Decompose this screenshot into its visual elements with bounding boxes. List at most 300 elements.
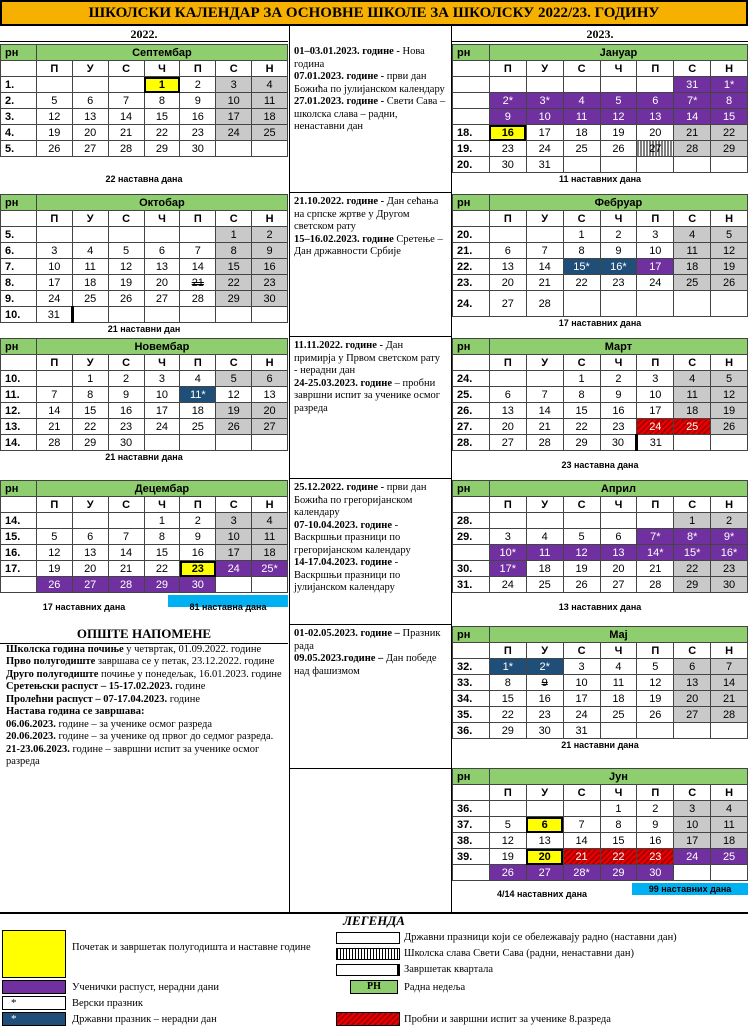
day-cell: П (637, 211, 674, 227)
day-cell: 8 (563, 243, 600, 259)
month-january (452, 44, 748, 185)
week-number: 21. (453, 243, 490, 259)
day-cell: С (108, 355, 144, 371)
day-cell: 21 (526, 419, 563, 435)
day-cell (711, 865, 748, 881)
day-cell: 15 (600, 833, 637, 849)
day-cell (526, 227, 563, 243)
day-cell: 25 (674, 419, 711, 435)
day-cell (453, 785, 490, 801)
week-number: рн (1, 339, 37, 355)
legend-exam: Пробни и завршни испит за ученике 8.разреда (404, 1014, 611, 1025)
day-cell (526, 513, 563, 529)
day-cell: 29 (216, 291, 252, 307)
month-summary: 17 наставних дана (558, 318, 642, 328)
day-cell: 14 (526, 403, 563, 419)
week-number: 33. (453, 675, 490, 691)
general-note-item: Пролећни распуст – 07-17.04.2023. године (6, 693, 201, 705)
day-cell: 23 (180, 561, 216, 577)
day-cell (36, 371, 72, 387)
day-cell: 8 (489, 675, 526, 691)
day-cell: 31 (637, 435, 674, 451)
month-april (452, 480, 748, 613)
legend-rn: Радна недеља (404, 982, 466, 993)
day-cell (563, 157, 600, 173)
week-number: рн (453, 195, 490, 211)
legend-break-swatch (2, 980, 66, 994)
day-cell: 20 (674, 691, 711, 707)
week-number: 8. (1, 275, 37, 291)
day-cell: 24 (144, 419, 180, 435)
day-cell: 31 (674, 77, 711, 93)
day-cell: 11 (600, 675, 637, 691)
day-cell: П (180, 61, 216, 77)
day-cell (674, 723, 711, 739)
day-cell: 2* (489, 93, 526, 109)
week-number: 4. (1, 125, 37, 141)
day-cell (216, 307, 252, 323)
day-cell: 6 (489, 387, 526, 403)
day-cell: 1 (600, 801, 637, 817)
day-cell (1, 61, 37, 77)
month-name: Јун (489, 769, 747, 785)
day-cell: 20 (600, 561, 637, 577)
day-cell: 6 (674, 659, 711, 675)
day-cell: 11 (526, 545, 563, 561)
day-cell: 21 (36, 419, 72, 435)
week-number: 5. (1, 227, 37, 243)
day-cell: 25 (72, 291, 108, 307)
day-cell: П (637, 785, 674, 801)
semester-total: 81 наставна дана (168, 595, 288, 607)
week-number: 10. (1, 371, 37, 387)
day-cell: 20 (489, 419, 526, 435)
day-cell: 8 (144, 93, 180, 109)
day-cell (216, 435, 252, 451)
day-cell: С (216, 211, 252, 227)
day-cell: 29 (144, 577, 180, 593)
day-cell: Ч (600, 211, 637, 227)
day-cell: 3 (674, 801, 711, 817)
week-number: 6. (1, 243, 37, 259)
day-cell: 4 (252, 77, 288, 93)
day-cell (526, 801, 563, 817)
day-cell (108, 513, 144, 529)
day-cell: 15 (144, 109, 180, 125)
month-name: Децембар (36, 481, 287, 497)
month-name: Октобар (36, 195, 287, 211)
day-cell: 1 (216, 227, 252, 243)
day-cell: 28 (674, 141, 711, 157)
day-cell (1, 211, 37, 227)
day-cell (72, 77, 108, 93)
week-number: 17. (1, 561, 37, 577)
day-cell: 18 (252, 545, 288, 561)
note-item: 01–03.01.2023. године - Нова година (294, 46, 425, 70)
day-cell: 10 (36, 259, 72, 275)
day-cell: 14 (36, 403, 72, 419)
day-cell: 3 (216, 77, 252, 93)
day-cell: 12 (637, 675, 674, 691)
day-cell: 31 (36, 307, 72, 323)
day-cell: 22 (489, 707, 526, 723)
day-cell: 15 (711, 109, 748, 125)
note-item: 14-17.04.2023. године - Васкршњи празници по јулијанском календару (294, 557, 401, 593)
day-cell: Н (252, 355, 288, 371)
note-january (290, 44, 450, 136)
general-notes-heading: ОПШТЕ НАПОМЕНЕ (0, 626, 288, 644)
day-cell: 4 (674, 371, 711, 387)
week-number: 9. (1, 291, 37, 307)
day-cell: С (563, 355, 600, 371)
day-cell: 26 (108, 291, 144, 307)
day-cell: 14 (180, 259, 216, 275)
note-december (290, 480, 450, 597)
day-cell: У (72, 61, 108, 77)
day-cell: П (637, 497, 674, 513)
day-cell: 30 (711, 577, 748, 593)
week-number: 14. (1, 435, 37, 451)
day-cell: 12 (489, 833, 526, 849)
day-cell (453, 211, 490, 227)
day-cell: Н (711, 211, 748, 227)
day-cell: 14 (711, 675, 748, 691)
month-october (0, 194, 288, 335)
general-notes (0, 626, 288, 769)
day-cell: 12 (108, 259, 144, 275)
day-cell: 26 (36, 141, 72, 157)
day-cell: 22 (711, 125, 748, 141)
day-cell: 26 (637, 707, 674, 723)
day-cell: Ч (144, 355, 180, 371)
day-cell: 20 (637, 125, 674, 141)
day-cell (108, 227, 144, 243)
day-cell: 18 (180, 403, 216, 419)
day-cell: 5 (637, 659, 674, 675)
day-cell: Н (252, 211, 288, 227)
day-cell: 16 (252, 259, 288, 275)
day-cell: 7 (108, 93, 144, 109)
week-number: 3. (1, 109, 37, 125)
day-cell: 9 (489, 109, 526, 125)
week-number: рн (1, 195, 37, 211)
week-number (453, 77, 490, 93)
day-cell: 25 (252, 125, 288, 141)
day-cell: 16 (489, 125, 526, 141)
day-cell: 2 (180, 77, 216, 93)
day-cell: 25* (252, 561, 288, 577)
day-cell (252, 307, 288, 323)
day-cell: 8 (563, 387, 600, 403)
day-cell: 11 (674, 387, 711, 403)
week-number (453, 865, 490, 881)
day-cell: 26 (600, 141, 637, 157)
day-cell: 9 (600, 243, 637, 259)
day-cell: 7 (36, 387, 72, 403)
day-cell: 18 (563, 125, 600, 141)
day-cell (711, 291, 748, 317)
day-cell (72, 227, 108, 243)
day-cell (1, 355, 37, 371)
general-note-item: Сретењски распуст – 15-17.02.2023. године (6, 681, 206, 692)
day-cell: 19 (36, 125, 72, 141)
day-cell: 13 (72, 545, 108, 561)
day-cell: 11 (252, 529, 288, 545)
week-number: 18. (453, 125, 490, 141)
week-number: рн (453, 45, 490, 61)
day-cell (36, 77, 72, 93)
month-summary: 21 наставни дана (105, 452, 183, 462)
general-note-item: Прво полугодиште завршава се у петак, 23.12.2022. године (6, 656, 275, 667)
day-cell: 8 (600, 817, 637, 833)
day-cell: 27 (674, 707, 711, 723)
day-cell: 23 (600, 419, 637, 435)
day-cell: 16 (180, 545, 216, 561)
day-cell (216, 577, 252, 593)
day-cell: У (72, 497, 108, 513)
day-cell: 2* (526, 659, 563, 675)
day-cell: 16* (711, 545, 748, 561)
day-cell: 29 (72, 435, 108, 451)
day-cell: 24 (216, 125, 252, 141)
day-cell: 6 (600, 529, 637, 545)
day-cell: 15* (674, 545, 711, 561)
day-cell: 22 (144, 561, 180, 577)
day-cell (180, 307, 216, 323)
day-cell: 19 (711, 403, 748, 419)
day-cell (711, 435, 748, 451)
day-cell: 26 (36, 577, 72, 593)
day-cell (637, 157, 674, 173)
day-cell: 26 (216, 419, 252, 435)
legend-state: Државни празник – нерадни дан (72, 1014, 217, 1025)
day-cell: 27 (72, 141, 108, 157)
day-cell: 28* (563, 865, 600, 881)
day-cell: 17 (637, 259, 674, 275)
day-cell (489, 227, 526, 243)
day-cell: 13 (674, 675, 711, 691)
day-cell: 5 (563, 529, 600, 545)
day-cell: 30 (252, 291, 288, 307)
legend-rn-swatch: РН (350, 980, 398, 994)
day-cell: Ч (144, 211, 180, 227)
day-cell: С (563, 785, 600, 801)
month-february (452, 194, 748, 329)
day-cell (600, 723, 637, 739)
year-2023: 2023. (452, 26, 748, 42)
day-cell: 5 (216, 371, 252, 387)
day-cell: У (526, 211, 563, 227)
day-cell: 18 (674, 403, 711, 419)
day-cell: 25 (600, 707, 637, 723)
day-cell: 11 (252, 93, 288, 109)
day-cell: 13 (72, 109, 108, 125)
week-number: 11. (1, 387, 37, 403)
day-cell (637, 291, 674, 317)
day-cell: 19 (711, 259, 748, 275)
month-november (0, 338, 288, 463)
week-number: 20. (453, 157, 490, 173)
day-cell: 24 (489, 577, 526, 593)
day-cell: 27 (489, 291, 526, 317)
day-cell: 20 (72, 125, 108, 141)
page-title: ШКОЛСКИ КАЛЕНДАР ЗА ОСНОВНЕ ШКОЛЕ ЗА ШКОЛСКУ 2022/23. ГОДИНУ (0, 0, 748, 26)
day-cell: 2 (180, 513, 216, 529)
week-number: 28. (453, 513, 490, 529)
day-cell: 8* (674, 529, 711, 545)
day-cell: С (216, 355, 252, 371)
day-cell: 15 (216, 259, 252, 275)
day-cell (36, 513, 72, 529)
day-cell: 6 (637, 93, 674, 109)
legend-sava-swatch (336, 948, 400, 960)
day-cell: П (36, 211, 72, 227)
day-cell: У (72, 211, 108, 227)
note-item: 21.10.2022. године - Дан сећања на српске жртве у Другом светском рату (294, 196, 439, 232)
day-cell: 14 (108, 545, 144, 561)
day-cell: 14 (108, 109, 144, 125)
day-cell: 26 (711, 419, 748, 435)
day-cell: Ч (600, 497, 637, 513)
week-number: рн (453, 481, 490, 497)
day-cell: 13 (489, 403, 526, 419)
week-number (453, 545, 490, 561)
note-item: 09.05.2023.године – Дан победе над фашизмом (294, 653, 437, 677)
week-number: 31. (453, 577, 490, 593)
day-cell (453, 61, 490, 77)
month-summary: 13 наставних дана (558, 602, 642, 612)
day-cell: С (674, 61, 711, 77)
day-cell (453, 643, 490, 659)
day-cell: 24 (216, 561, 252, 577)
day-cell: 28 (637, 577, 674, 593)
week-number: 16. (1, 545, 37, 561)
day-cell: 13 (252, 387, 288, 403)
day-cell: Ч (600, 643, 637, 659)
day-cell: 12 (36, 545, 72, 561)
note-item: 11.11.2022. године - Дан примирја у Првом светском рату - нерадни дан (294, 340, 440, 376)
day-cell: 13 (144, 259, 180, 275)
day-cell: 21 (711, 691, 748, 707)
day-cell: 10* (489, 545, 526, 561)
day-cell: 25 (674, 275, 711, 291)
day-cell: 21 (526, 275, 563, 291)
week-number: 7. (1, 259, 37, 275)
month-june (452, 768, 748, 907)
day-cell: 2 (637, 801, 674, 817)
week-number: 38. (453, 833, 490, 849)
day-cell: 7* (637, 529, 674, 545)
week-number: 34. (453, 691, 490, 707)
day-cell: 1 (563, 371, 600, 387)
day-cell (108, 307, 144, 323)
day-cell (144, 227, 180, 243)
year-2022: 2022. (0, 26, 288, 42)
day-cell (144, 307, 180, 323)
day-cell: Н (252, 61, 288, 77)
note-item: 07-10.04.2023. године - Васкршњи празници по грегоријанском календару (294, 519, 411, 556)
day-cell: 21 (180, 275, 216, 291)
day-cell: 16 (600, 403, 637, 419)
week-number: 27. (453, 419, 490, 435)
day-cell: 5 (36, 529, 72, 545)
day-cell: П (36, 497, 72, 513)
day-cell: 20 (489, 275, 526, 291)
general-note-item: Школска година почиње у четвртак, 01.09.2022. године (6, 643, 262, 655)
day-cell: 22 (563, 275, 600, 291)
day-cell: С (108, 61, 144, 77)
day-cell: 12 (600, 109, 637, 125)
week-number: 25. (453, 387, 490, 403)
day-cell (711, 723, 748, 739)
day-cell: 11 (711, 817, 748, 833)
day-cell: 23 (252, 275, 288, 291)
day-cell: 1 (674, 513, 711, 529)
day-cell: 27 (72, 577, 108, 593)
day-cell: 1* (489, 659, 526, 675)
day-cell (453, 355, 490, 371)
day-cell: С (674, 785, 711, 801)
day-cell: 1 (72, 371, 108, 387)
day-cell: 28 (526, 291, 563, 317)
day-cell: 17 (36, 275, 72, 291)
week-number: 10. (1, 307, 37, 323)
day-cell (563, 77, 600, 93)
day-cell: 23 (526, 707, 563, 723)
month-name: Април (489, 481, 747, 497)
week-number: 14. (1, 513, 37, 529)
day-cell: 8 (72, 387, 108, 403)
day-cell: 13 (637, 109, 674, 125)
day-cell: 22 (216, 275, 252, 291)
day-cell: 7 (526, 387, 563, 403)
day-cell: 10 (674, 817, 711, 833)
day-cell: 14 (526, 259, 563, 275)
note-october (290, 194, 450, 261)
day-cell: 11 (72, 259, 108, 275)
day-cell: 20 (144, 275, 180, 291)
day-cell: 17 (216, 545, 252, 561)
day-cell: 11 (674, 243, 711, 259)
week-number: 28. (453, 435, 490, 451)
day-cell: П (637, 643, 674, 659)
day-cell (216, 141, 252, 157)
day-cell: 13 (600, 545, 637, 561)
day-cell: 23 (637, 849, 674, 865)
day-cell: 30 (526, 723, 563, 739)
day-cell: 8 (711, 93, 748, 109)
week-number: рн (453, 769, 490, 785)
day-cell: 30 (180, 141, 216, 157)
day-cell: 20 (526, 849, 563, 865)
day-cell: 20 (252, 403, 288, 419)
week-number: 2. (1, 93, 37, 109)
day-cell: 21 (563, 849, 600, 865)
day-cell: 16 (526, 691, 563, 707)
day-cell: 24 (674, 849, 711, 865)
day-cell: 3 (216, 513, 252, 529)
week-number: 26. (453, 403, 490, 419)
day-cell: У (526, 785, 563, 801)
day-cell: 7 (108, 529, 144, 545)
day-cell: 20 (72, 561, 108, 577)
day-cell: 29 (600, 865, 637, 881)
day-cell: 28 (711, 707, 748, 723)
day-cell: 19 (36, 561, 72, 577)
day-cell: 22 (674, 561, 711, 577)
day-cell: П (36, 61, 72, 77)
month-name: Септембар (36, 45, 287, 61)
